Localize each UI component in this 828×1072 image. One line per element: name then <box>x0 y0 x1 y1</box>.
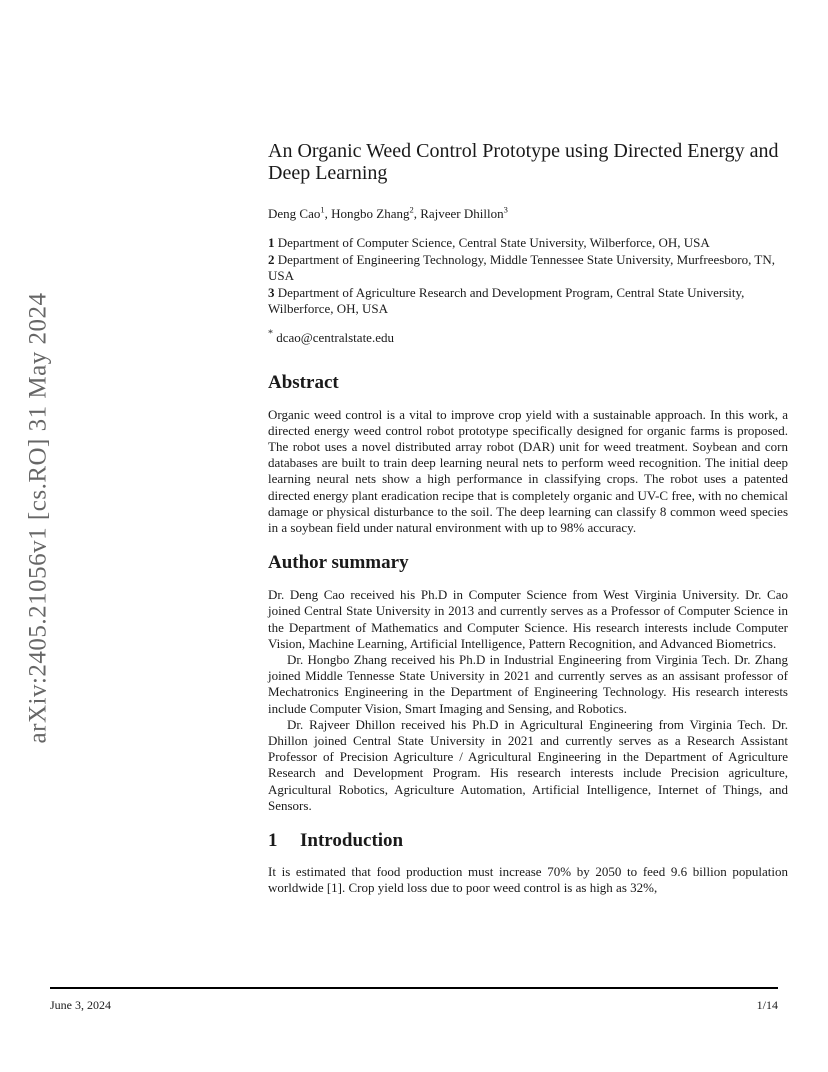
footer-rule <box>50 987 778 989</box>
introduction-heading <box>268 830 788 852</box>
author-affil-mark: 3 <box>503 204 508 215</box>
section-number: 1 <box>268 829 278 851</box>
affiliation-text: Department of Engineering Technology, Middle Tennessee State University, Murfreesboro, TN, USA <box>268 251 775 283</box>
corresponding-email <box>268 330 788 346</box>
section-title: Introduction <box>300 829 404 851</box>
author-name: Hongbo Zhang <box>331 206 410 221</box>
page-content <box>268 140 788 896</box>
affiliation-text: Department of Agriculture Research and Development Program, Central State University, Wilberforce, OH, USA <box>268 284 745 316</box>
footer-date: June 3, 2024 <box>50 998 111 1012</box>
arxiv-id: arXiv:2405.21056v1 [cs.RO] 31 May 2024 <box>24 292 51 743</box>
arxiv-sidebar-stamp <box>18 275 58 760</box>
affiliation-number: 1 <box>268 235 275 250</box>
affiliation-item <box>268 252 788 285</box>
email-address: dcao@centralstate.edu <box>276 329 394 345</box>
corresponding-mark: * <box>268 328 273 340</box>
author-summary-paragraph: Dr. Hongbo Zhang received his Ph.D in Industrial Engineering from Virginia Tech. Dr. Zhang joined Middle Tennesse State University in 2021 and currently serves as an assisant professor of Mechatronics Engineering in the Department of Engineering Technology. His research interests include Computer Vision, Smart Imaging and Sensing, and Robotics. <box>268 651 788 716</box>
abstract-heading: Abstract <box>268 371 339 393</box>
author-summary-paragraph: Dr. Rajveer Dhillon received his Ph.D in Agricultural Engineering from Virginia Tech. Dr. Dhillon joined Central State University in 2021 and currently serves as a Research Assistant Professor of Precision Agriculture / Agricultural Engineering in the Department of Agriculture Research and Development Program. His research interests include Precision agriculture, Agricultural Robotics, Agriculture Automation, Artificial Intelligence, Internet of Things, and Sensors. <box>268 716 788 813</box>
affiliation-number: 2 <box>268 251 275 267</box>
introduction-text: It is estimated that food production must increase 70% by 2050 to feed 9.6 billion population worldwide [1]. Crop yield loss due to poor weed control is as high as 32%, <box>268 863 788 896</box>
affiliation-list <box>268 235 788 318</box>
author-affil-mark: 1 <box>320 204 325 215</box>
affiliation-text: Department of Computer Science, Central State University, Wilberforce, OH, USA <box>277 235 710 250</box>
author-summary-paragraph: Dr. Deng Cao received his Ph.D in Computer Science from West Virginia University. Dr. Cao joined Central State University in 2013 and currently serves as a Professor of Computer Science in the Department of Mathematics and Computer Science. His research interests include Computer Vision, Machine Learning, Artificial Intelligence, Pattern Recognition, and Advanced Biometrics. <box>268 587 788 651</box>
affiliation-item <box>268 235 788 252</box>
paper-title: An Organic Weed Control Prototype using Directed Energy and Deep Learning <box>268 140 779 184</box>
author-summary-heading: Author summary <box>268 552 409 574</box>
affiliation-number: 3 <box>268 284 275 300</box>
author-name: Rajveer Dhillon <box>420 206 504 221</box>
author-list: Deng Cao$^1$, Hongbo Zhang$^2$, Rajveer Dhillon$^3$ <box>268 204 508 221</box>
page-number: 1/14 <box>756 998 778 1012</box>
author-affil-mark: 2 <box>409 204 414 215</box>
abstract-text: Organic weed control is a vital to improve crop yield with a sustainable approach. In this work, a directed energy weed control robot prototype specifically designed for organic farms is proposed. The robot uses a novel distributed array robot (DAR) unit for weed treatment. Soybean and corn databases are built to train deep learning neural nets to perform weed recognition. The initial deep learning neural nets show a high performance in classifying crops. The robot uses a patented directed energy plant eradication recipe that is completely organic and UV-C free, with no chemical damage or physical disturbance to the soil. The deep learning can classify 8 common weed species in a soybean field under natural environment with up to 98% accuracy. <box>268 406 788 535</box>
affiliation-item <box>268 285 788 318</box>
author-name: Deng Cao <box>268 206 321 221</box>
